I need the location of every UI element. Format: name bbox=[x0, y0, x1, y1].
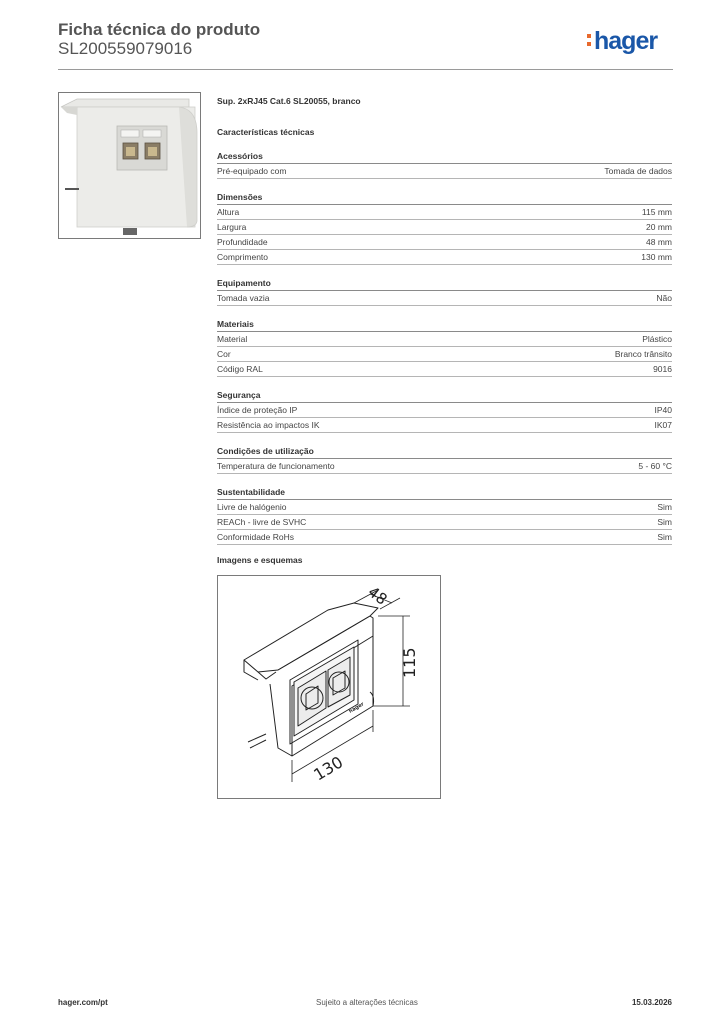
spec-row bbox=[217, 235, 672, 250]
dimension-height-label: 115 bbox=[400, 647, 419, 678]
section-title: Materiais bbox=[217, 318, 672, 332]
spec-row bbox=[217, 403, 672, 418]
spec-label: Profundidade bbox=[217, 237, 268, 247]
dimension-length-label: 130 bbox=[310, 752, 347, 785]
product-code: SL200559079016 bbox=[58, 39, 193, 58]
spec-section bbox=[217, 445, 672, 474]
spec-label: REACh - livre de SVHC bbox=[217, 517, 307, 527]
spec-value: Sim bbox=[657, 532, 672, 542]
spec-value: Tomada de dados bbox=[604, 166, 672, 176]
dimension-drawing-svg bbox=[218, 576, 440, 798]
spec-value: 115 mm bbox=[641, 207, 672, 217]
dimension-depth-label: 48 bbox=[364, 582, 391, 609]
spec-label: Cor bbox=[217, 349, 231, 359]
tech-heading: Características técnicas bbox=[217, 127, 315, 137]
header-divider bbox=[58, 69, 673, 70]
spec-value: Plástico bbox=[642, 334, 672, 344]
spec-row bbox=[217, 347, 672, 362]
spec-label: Largura bbox=[217, 222, 247, 232]
page-title: Ficha técnica do produto bbox=[58, 20, 261, 39]
product-name: Sup. 2xRJ45 Cat.6 SL20055, branco bbox=[217, 96, 361, 106]
spec-row bbox=[217, 291, 672, 306]
spec-label: Código RAL bbox=[217, 364, 263, 374]
spec-value: 5 - 60 °C bbox=[638, 461, 672, 471]
spec-label: Resistência ao impactos IK bbox=[217, 420, 320, 430]
spec-section bbox=[217, 277, 672, 306]
spec-label: Conformidade RoHs bbox=[217, 532, 295, 542]
spec-value: 20 mm bbox=[646, 222, 672, 232]
product-photo-illustration bbox=[59, 93, 200, 238]
spec-value: IP40 bbox=[654, 405, 672, 415]
spec-section bbox=[217, 150, 672, 179]
spec-label: Livre de halógenio bbox=[217, 502, 287, 512]
spec-value: Não bbox=[656, 293, 672, 303]
section-title: Sustentabilidade bbox=[217, 486, 672, 500]
spec-label: Tomada vazia bbox=[217, 293, 270, 303]
spec-row bbox=[217, 362, 672, 377]
spec-label: Pré-equipado com bbox=[217, 166, 287, 176]
section-title: Equipamento bbox=[217, 277, 672, 291]
spec-value: Sim bbox=[657, 517, 672, 527]
footer-website: hager.com/pt bbox=[58, 998, 108, 1007]
spec-row bbox=[217, 459, 672, 474]
footer-disclaimer: Sujeito a alterações técnicas bbox=[316, 998, 418, 1007]
spec-section bbox=[217, 318, 672, 377]
spec-row bbox=[217, 530, 672, 545]
hager-logo bbox=[594, 27, 657, 56]
spec-section bbox=[217, 191, 672, 265]
section-title: Condições de utilização bbox=[217, 445, 672, 459]
footer-date: 15.03.2026 bbox=[631, 998, 672, 1007]
spec-row bbox=[217, 500, 672, 515]
spec-section bbox=[217, 389, 672, 433]
diagram-brand-mark: hager bbox=[348, 701, 366, 715]
section-title: Dimensões bbox=[217, 191, 672, 205]
images-heading: Imagens e esquemas bbox=[217, 555, 303, 565]
section-title: Segurança bbox=[217, 389, 672, 403]
spec-label: Comprimento bbox=[217, 252, 269, 262]
spec-section bbox=[217, 486, 672, 545]
spec-value: Sim bbox=[657, 502, 672, 512]
spec-label: Índice de proteção IP bbox=[217, 405, 298, 415]
spec-value: IK07 bbox=[654, 420, 672, 430]
dimension-drawing bbox=[217, 575, 441, 799]
spec-row bbox=[217, 515, 672, 530]
spec-value: Branco trânsito bbox=[614, 349, 672, 359]
spec-sections bbox=[217, 150, 672, 545]
spec-label: Material bbox=[217, 334, 248, 344]
spec-row bbox=[217, 418, 672, 433]
spec-label: Temperatura de funcionamento bbox=[217, 461, 335, 471]
spec-label: Altura bbox=[217, 207, 240, 217]
product-photo bbox=[58, 92, 201, 239]
section-title: Acessórios bbox=[217, 150, 672, 164]
spec-content bbox=[217, 92, 672, 545]
spec-row bbox=[217, 164, 672, 179]
spec-value: 9016 bbox=[653, 364, 672, 374]
logo-text: hager bbox=[594, 27, 658, 55]
logo-dots-icon bbox=[587, 34, 591, 50]
spec-row bbox=[217, 220, 672, 235]
spec-row bbox=[217, 250, 672, 265]
spec-row bbox=[217, 332, 672, 347]
spec-row bbox=[217, 205, 672, 220]
spec-value: 130 mm bbox=[641, 252, 672, 262]
spec-value: 48 mm bbox=[646, 237, 672, 247]
